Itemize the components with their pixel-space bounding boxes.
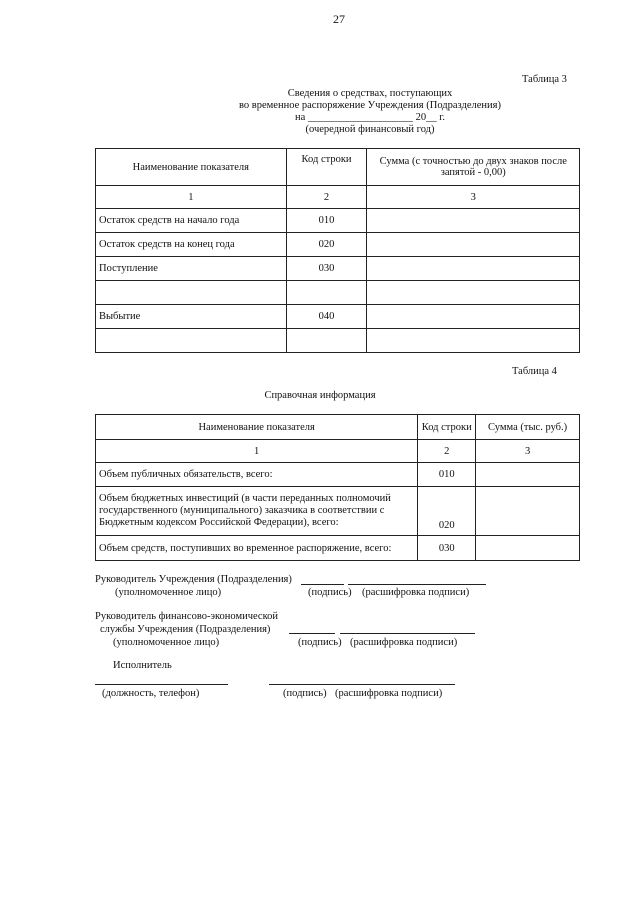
position-line[interactable]	[95, 684, 228, 685]
row-code: 010	[286, 209, 367, 233]
row-sum[interactable]	[476, 536, 580, 561]
decoding-line[interactable]	[340, 633, 475, 634]
table-row	[96, 209, 580, 233]
row-code: 020	[418, 487, 476, 536]
signature-line[interactable]	[269, 684, 455, 685]
row-name	[96, 281, 287, 305]
row-code: 040	[286, 305, 367, 329]
signature-label: (подпись)	[308, 587, 352, 598]
header-cell: Код строки	[286, 149, 367, 186]
decoding-label: (расшифровка подписи)	[350, 637, 458, 648]
row-code: 020	[286, 233, 367, 257]
finance-head-label: Руководитель финансово-экономической	[95, 611, 279, 622]
row-code: 010	[418, 463, 476, 487]
row-sum[interactable]	[367, 209, 580, 233]
header-cell: Наименование показателя	[96, 149, 287, 186]
authorized-label: (уполномоченное лицо)	[113, 637, 220, 648]
header-cell: Код строки	[418, 415, 476, 440]
table4-label: Таблица 4	[512, 366, 557, 377]
row-code	[286, 329, 367, 353]
column-number: 1	[96, 186, 287, 209]
table-row	[96, 487, 580, 536]
table-row	[96, 281, 580, 305]
table3-label: Таблица 3	[522, 74, 567, 85]
table3	[95, 148, 580, 353]
table-row	[96, 329, 580, 353]
table-row	[96, 233, 580, 257]
signature-line[interactable]	[289, 633, 335, 634]
row-code: 030	[286, 257, 367, 281]
row-sum[interactable]	[367, 329, 580, 353]
table-row	[96, 463, 580, 487]
signature-label: (подпись)	[283, 688, 327, 699]
table3-title	[160, 88, 580, 136]
column-number: 2	[286, 186, 367, 209]
column-number: 3	[367, 186, 580, 209]
header-cell: Сумма (с точностью до двух знаков после запятой - 0,00)	[367, 149, 580, 186]
decoding-label: (расшифровка подписи)	[335, 688, 443, 699]
finance-head-label: службы Учреждения (Подразделения)	[100, 624, 271, 635]
table4-title: Справочная информация	[264, 390, 376, 401]
column-number: 3	[476, 440, 580, 463]
row-sum[interactable]	[367, 257, 580, 281]
row-name: Объем средств, поступивших во временное распоряжение, всего:	[96, 536, 418, 561]
row-sum[interactable]	[367, 233, 580, 257]
row-sum[interactable]	[476, 463, 580, 487]
row-name	[96, 329, 287, 353]
table-row	[96, 305, 580, 329]
row-name: Остаток средств на начало года	[96, 209, 287, 233]
row-code: 030	[418, 536, 476, 561]
row-name: Поступление	[96, 257, 287, 281]
table4	[95, 414, 580, 561]
table-row	[96, 536, 580, 561]
table-row	[96, 257, 580, 281]
position-phone-label: (должность, телефон)	[102, 688, 200, 699]
signature-line[interactable]	[301, 584, 344, 585]
title-line: на ____________________ 20__ г.	[295, 112, 445, 123]
column-number: 2	[418, 440, 476, 463]
head-label: Руководитель Учреждения (Подразделения)	[95, 574, 292, 585]
row-code	[286, 281, 367, 305]
row-name: Выбытие	[96, 305, 287, 329]
row-sum[interactable]	[476, 487, 580, 536]
column-number: 1	[96, 440, 418, 463]
authorized-label: (уполномоченное лицо)	[115, 587, 222, 598]
row-name: Объем бюджетных инвестиций (в части переданных полномочий государственного (муниципального) заказчика в соответствии с Бюджетным кодексом Российской Федерации), всего:	[96, 487, 418, 536]
page-number: 27	[333, 12, 345, 26]
title-line: во временное распоряжение Учреждения (Подразделения)	[239, 100, 501, 111]
executor-label: Исполнитель	[113, 660, 172, 671]
signature-label: (подпись)	[298, 637, 342, 648]
row-name: Остаток средств на конец года	[96, 233, 287, 257]
decoding-label: (расшифровка подписи)	[362, 587, 470, 598]
row-sum[interactable]	[367, 305, 580, 329]
row-name: Объем публичных обязательств, всего:	[96, 463, 418, 487]
row-sum[interactable]	[367, 281, 580, 305]
title-line: (очередной финансовый год)	[305, 124, 435, 135]
decoding-line[interactable]	[348, 584, 486, 585]
title-line: Сведения о средствах, поступающих	[287, 88, 453, 99]
header-cell: Наименование показателя	[96, 415, 418, 440]
header-cell: Сумма (тыс. руб.)	[476, 415, 580, 440]
